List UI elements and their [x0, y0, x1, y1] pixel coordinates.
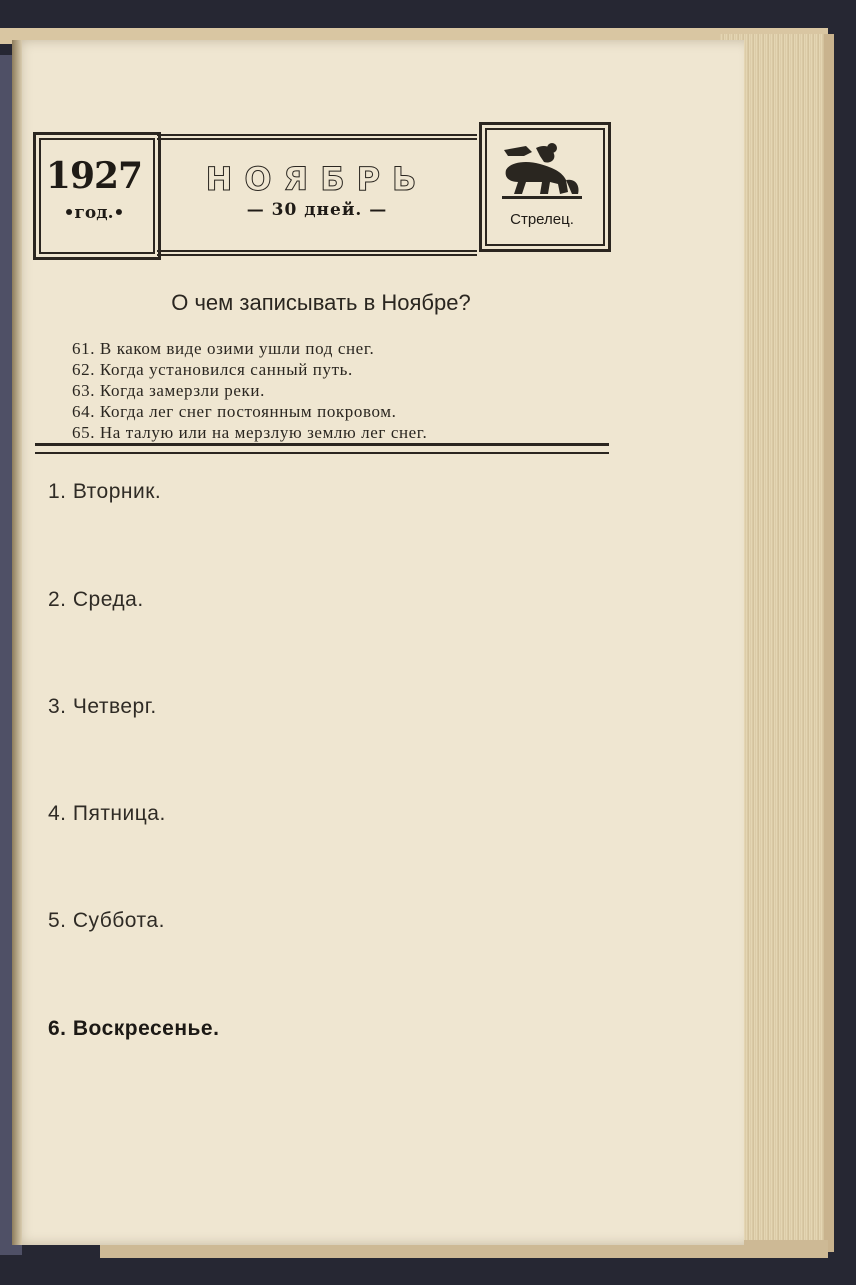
question-item: 65. На талую или на мерзлую землю лег снег. — [72, 423, 428, 442]
year-label: 1927 — [45, 155, 143, 197]
day-entry: 5. Суббота. — [48, 909, 165, 932]
days-count: — 30 дней. — — [246, 200, 388, 220]
day-entry: 1. Вторник. — [48, 480, 162, 503]
section-heading: О чем записывать в Ноябре? — [171, 290, 471, 315]
question-item: 61. В каком виде озими ушли под снег. — [72, 339, 375, 358]
question-item: 64. Когда лег снег постоянным покровом. — [72, 402, 397, 421]
page-gutter — [12, 40, 22, 1245]
day-entry: 3. Четверг. — [48, 695, 157, 718]
divider-rule — [35, 443, 609, 446]
zodiac-label: Стрелец. — [510, 211, 574, 228]
day-entry: 4. Пятница. — [48, 802, 166, 825]
divider-rule — [35, 452, 609, 454]
question-item: 63. Когда замерзли реки. — [72, 381, 265, 400]
question-item: 62. Когда установился санный путь. — [72, 360, 353, 379]
year-suffix: •год.• — [63, 203, 125, 223]
day-entry-sunday: 6. Воскресенье. — [48, 1017, 220, 1040]
sagittarius-centaur-icon — [496, 142, 588, 202]
day-entry: 2. Среда. — [48, 588, 144, 611]
question-list — [72, 338, 427, 443]
month-title: НОЯБРЬ — [205, 160, 429, 198]
